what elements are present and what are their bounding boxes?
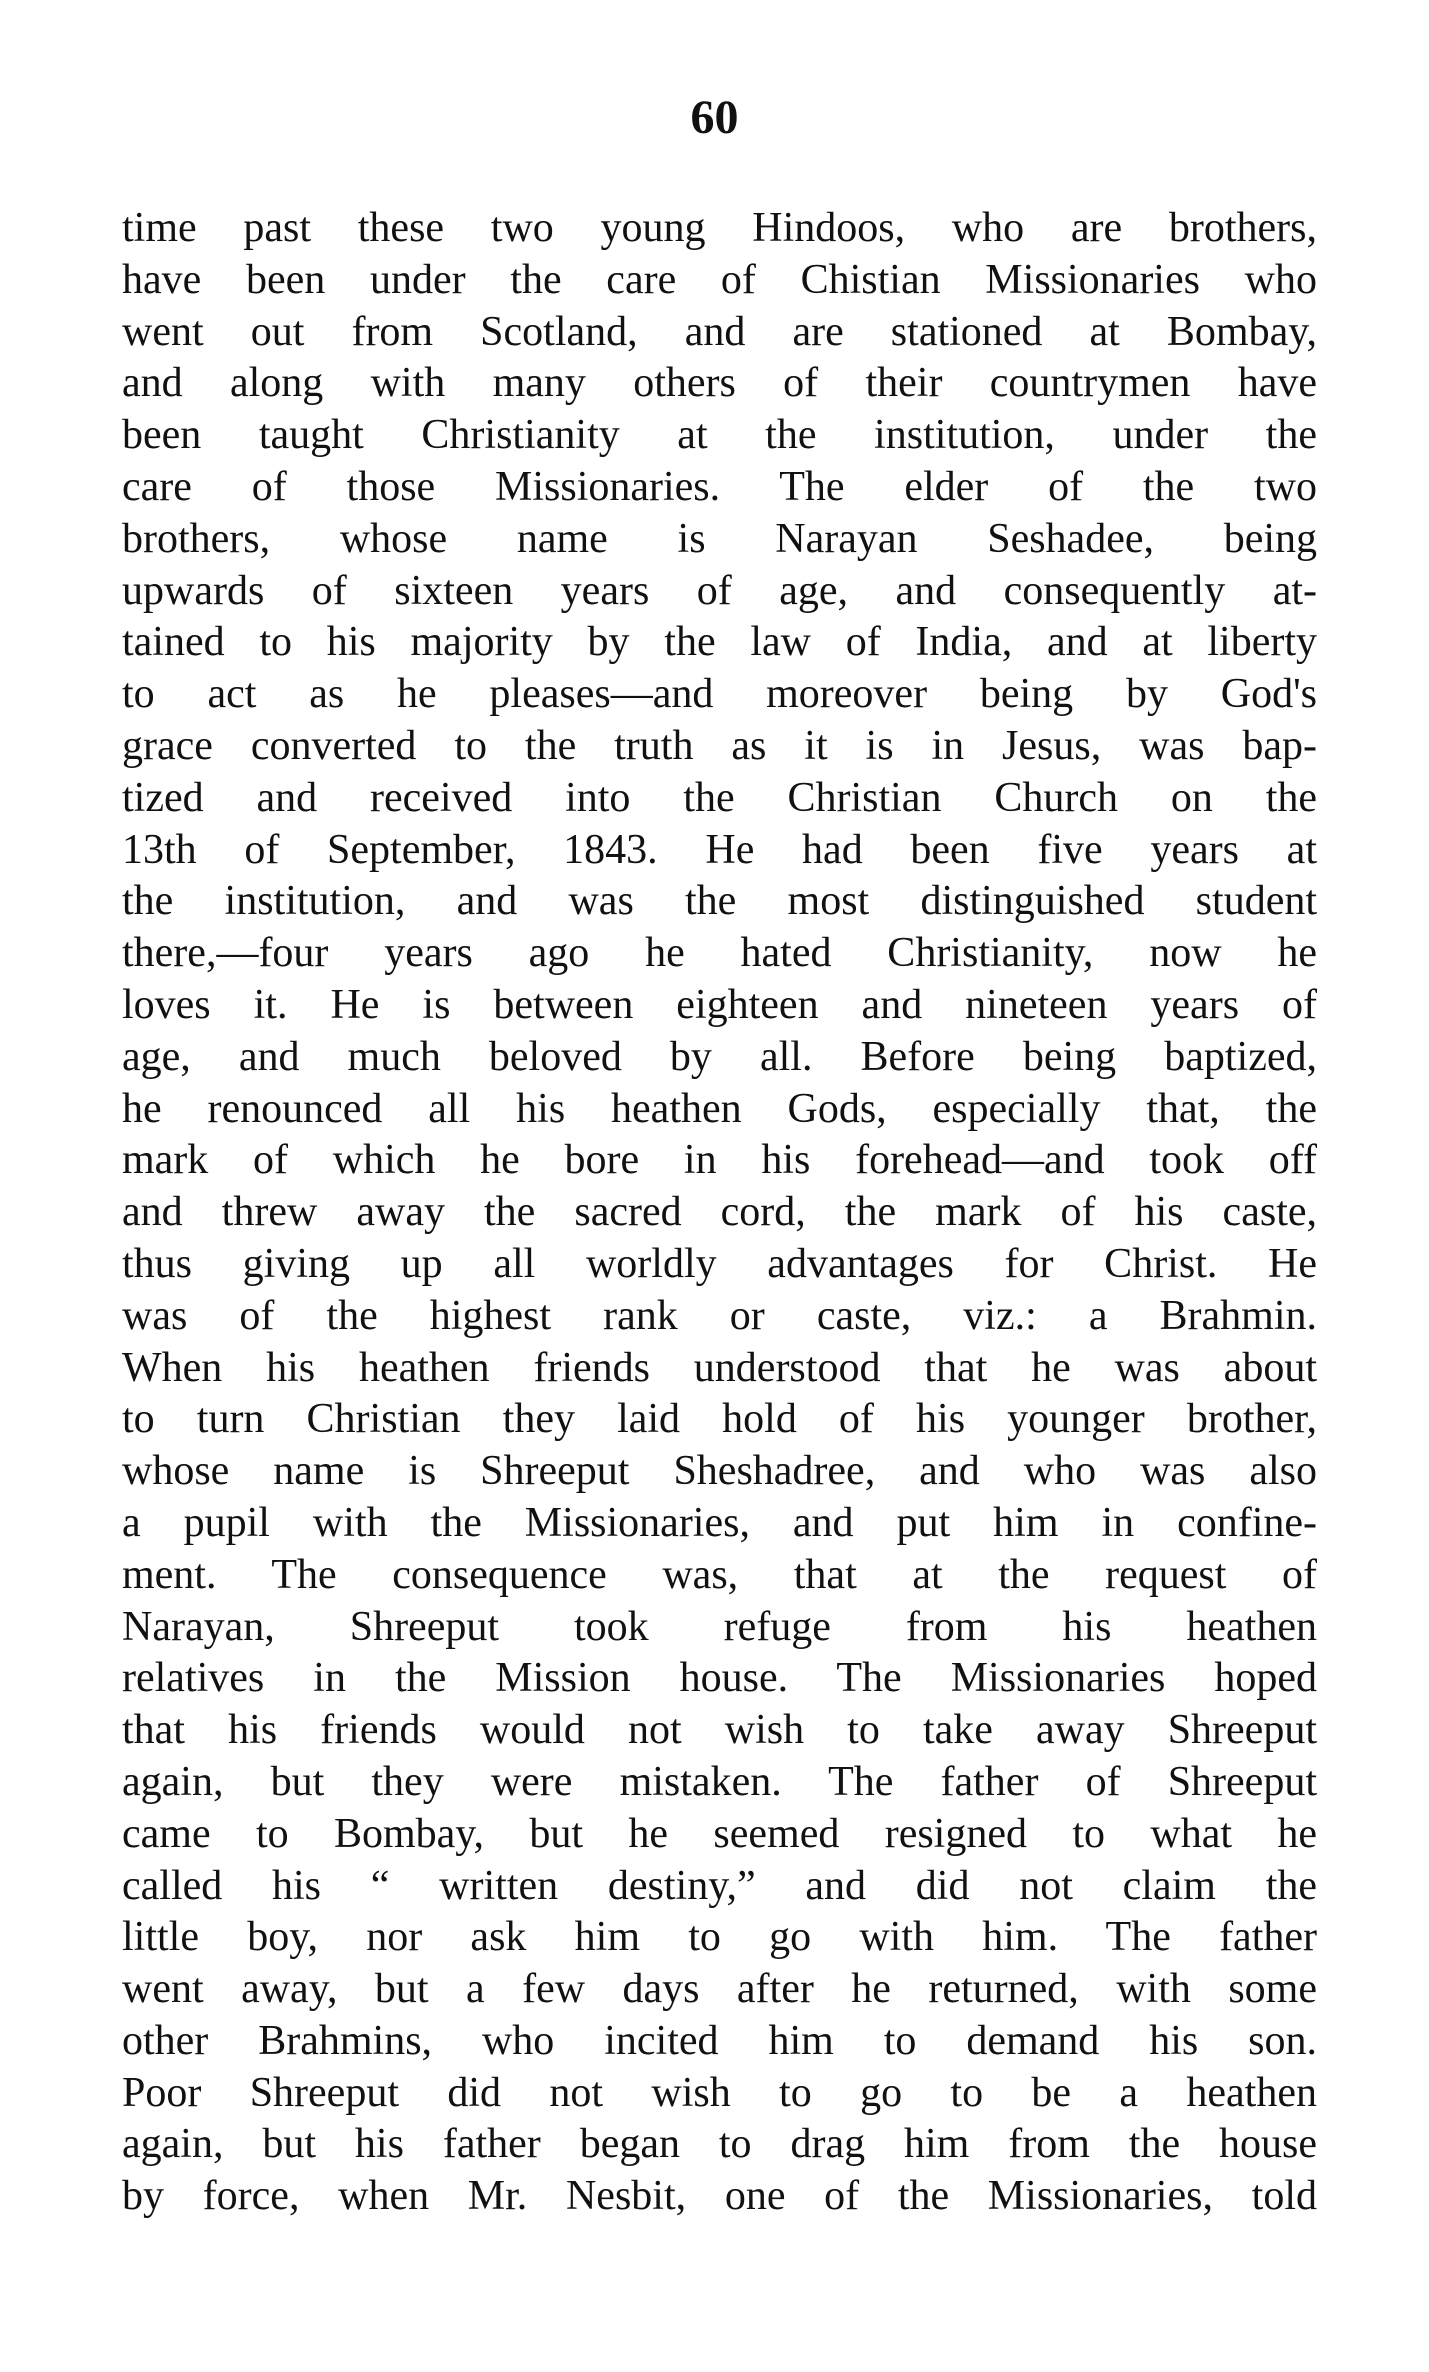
text-line: called his “ written destiny,” and did not claim the xyxy=(122,1862,1317,1909)
text-line: was of the highest rank or caste, viz.: a Brahmin. xyxy=(122,1292,1317,1339)
text-line: to act as he pleases—and moreover being by God's xyxy=(122,671,1317,718)
text-line: again, but they were mistaken. The father of Shreeput xyxy=(122,1758,1317,1805)
text-line: age, and much beloved by all. Before being baptized, xyxy=(122,1033,1317,1080)
text-line: relatives in the Mission house. The Missionaries hoped xyxy=(122,1655,1317,1702)
text-line: have been under the care of Chistian Missionaries who xyxy=(122,256,1317,303)
text-line: he renounced all his heathen Gods, especially that, the xyxy=(122,1085,1317,1132)
text-line: been taught Christianity at the institution, under the xyxy=(122,412,1317,459)
page-number: 60 xyxy=(690,91,739,144)
text-line: little boy, nor ask him to go with him. The father xyxy=(122,1914,1317,1961)
text-line: loves it. He is between eighteen and nineteen years of xyxy=(122,981,1317,1028)
body-text xyxy=(122,203,1317,2223)
text-line: When his heathen friends understood that he was about xyxy=(122,1344,1317,1391)
text-line: tained to his majority by the law of India, and at liberty xyxy=(122,619,1317,666)
text-line: grace converted to the truth as it is in Jesus, was bap- xyxy=(122,722,1317,769)
text-line: care of those Missionaries. The elder of the two xyxy=(122,463,1317,510)
text-line: again, but his father began to drag him from the house xyxy=(122,2121,1317,2168)
text-line: there,—four years ago he hated Christianity, now he xyxy=(122,930,1317,977)
text-line: time past these two young Hindoos, who are brothers, xyxy=(122,205,1317,251)
text-line: and along with many others of their countrymen have xyxy=(122,360,1317,407)
text-line: mark of which he bore in his forehead—and took off xyxy=(122,1137,1317,1184)
text-line: the institution, and was the most distinguished student xyxy=(122,878,1317,925)
text-line: went away, but a few days after he returned, with some xyxy=(122,1966,1317,2013)
text-line: went out from Scotland, and are stationed at Bombay, xyxy=(122,308,1317,355)
text-line: upwards of sixteen years of age, and consequently at- xyxy=(122,567,1317,614)
text-line: Poor Shreeput did not wish to go to be a heathen xyxy=(122,2069,1317,2116)
text-line: by force, when Mr. Nesbit, one of the Missionaries, told xyxy=(122,2173,1317,2220)
text-line: thus giving up all worldly advantages for Christ. He xyxy=(122,1240,1317,1287)
text-line: a pupil with the Missionaries, and put him in confine- xyxy=(122,1499,1317,1546)
text-line: other Brahmins, who incited him to demand his son. xyxy=(122,2017,1317,2064)
text-line: that his friends would not wish to take away Shreeput xyxy=(122,1707,1317,1754)
text-line: whose name is Shreeput Sheshadree, and who was also xyxy=(122,1448,1317,1495)
text-line: and threw away the sacred cord, the mark of his caste, xyxy=(122,1189,1317,1236)
text-line: 13th of September, 1843. He had been five years at xyxy=(122,826,1317,873)
text-line: ment. The consequence was, that at the request of xyxy=(122,1551,1317,1598)
text-line: Narayan, Shreeput took refuge from his heathen xyxy=(122,1603,1317,1650)
text-line: came to Bombay, but he seemed resigned to what he xyxy=(122,1810,1317,1857)
text-line: brothers, whose name is Narayan Seshadee, being xyxy=(122,515,1317,562)
text-line: tized and received into the Christian Church on the xyxy=(122,774,1317,821)
text-line: to turn Christian they laid hold of his younger brother, xyxy=(122,1396,1317,1443)
